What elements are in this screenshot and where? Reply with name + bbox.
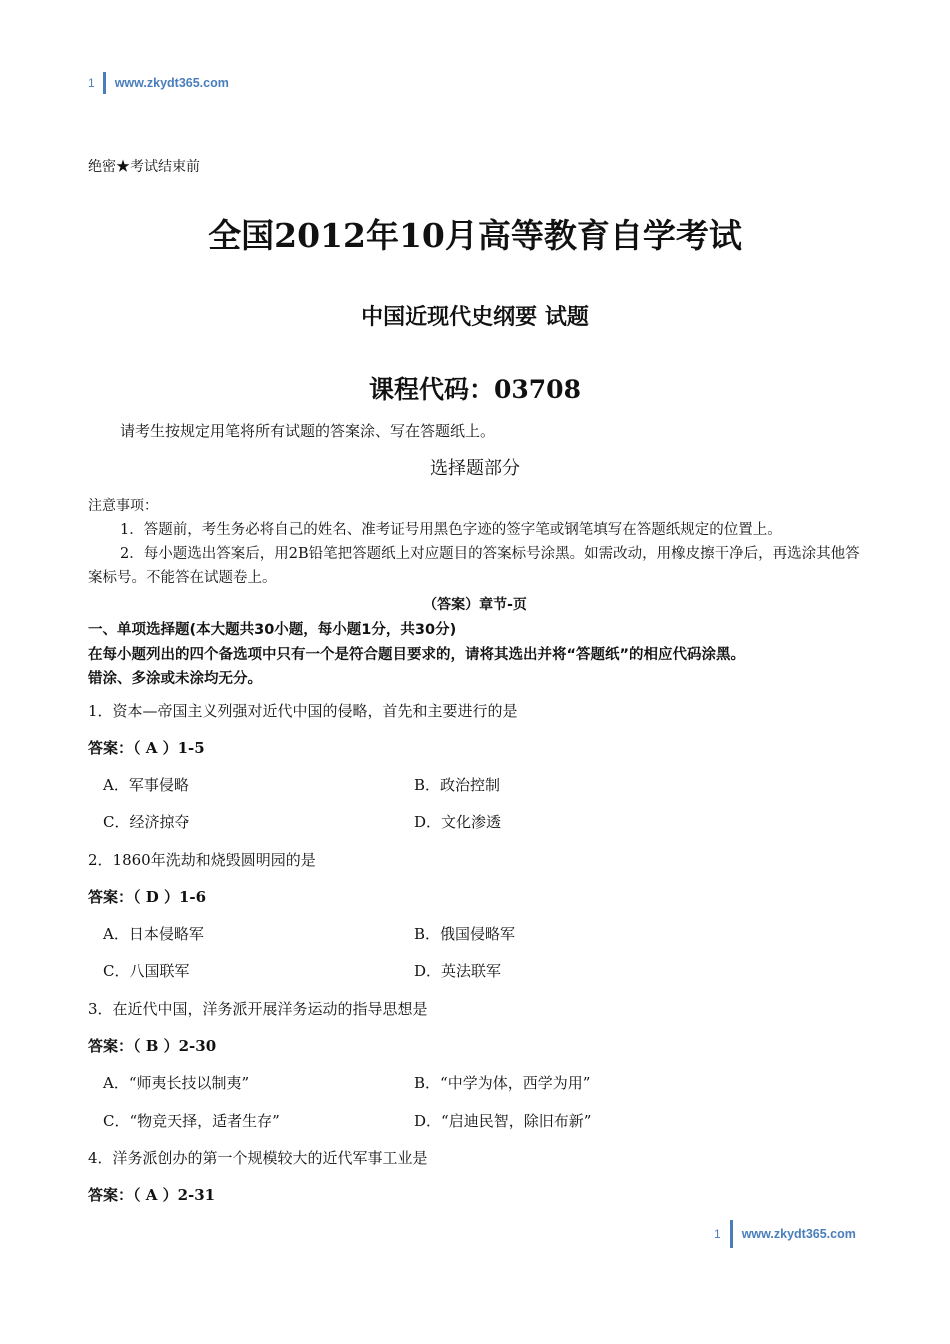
exam-instruction: 请考生按规定用笔将所有试题的答案涂、写在答题纸上。 [120,422,496,440]
exam-title: 全国2012年10月高等教育自学考试 [208,216,742,255]
option-b: B．俄国侵略军 [414,925,516,943]
notice-item-1: 1．答题前，考生务必将自己的姓名、准考证号用黑色字迹的签字笔或钢笔填写在答题纸规定的位置上。 [120,522,782,538]
answer-line: 答案：（ B ）2-30 [88,1037,217,1055]
option-d: D．“启迪民智，除旧布新” [414,1112,592,1130]
option-b: B．政治控制 [414,776,501,794]
header-page-number: 1 [88,76,95,90]
part-title: 一、单项选择题(本大题共30小题，每小题1分，共30分) [88,622,457,638]
option-a: A．军事侵略 [103,776,189,794]
section-title: 选择题部分 [430,458,520,479]
answer-line: 答案：（ A ）2-31 [88,1186,216,1204]
option-d: D．文化渗透 [414,813,502,831]
answer-legend: （答案）章节-页 [423,597,527,613]
exam-subtitle: 中国近现代史纲要 试题 [361,304,589,330]
footer-url: www.zkydt365.com [741,1227,856,1241]
page-footer [714,1220,856,1248]
footer-divider [730,1220,733,1248]
option-a: A．“师夷长技以制夷” [103,1074,250,1092]
option-c: C．经济掠夺 [103,813,190,831]
course-code: 课程代码：03708 [369,375,581,404]
confidential-mark: 绝密★考试结束前 [88,159,200,175]
option-a: A．日本侵略军 [103,925,204,943]
notice-heading: 注意事项： [88,498,158,514]
option-c: C．八国联军 [103,962,190,980]
notice-item-2: 2．每小题选出答案后，用2B铅笔把答题纸上对应题目的答案标号涂黑。如需改动，用橡皮擦干净后，再选涂其他答案标号。不能答在试题卷上。 [88,546,860,586]
page-header [88,72,229,94]
option-b: B．“中学为体，西学为用” [414,1074,591,1092]
option-c: C．“物竞天择，适者生存” [103,1112,280,1130]
question-text: 4．洋务派创办的第一个规模较大的近代军事工业是 [88,1149,428,1167]
part-description: 在每小题列出的四个备选项中只有一个是符合题目要求的，请将其选出并将“答题纸”的相应代码涂黑。 [88,647,746,663]
part-description-2: 错涂、多涂或未涂均无分。 [88,671,262,687]
answer-line: 答案：（ A ）1-5 [88,739,205,757]
header-divider [103,72,106,94]
header-url: www.zkydt365.com [114,76,229,90]
footer-page-number: 1 [714,1227,721,1241]
question-text: 1．资本—帝国主义列强对近代中国的侵略，首先和主要进行的是 [88,702,518,720]
question-text: 2．1860年洗劫和烧毁圆明园的是 [88,851,316,869]
option-d: D．英法联军 [414,962,502,980]
question-text: 3．在近代中国，洋务派开展洋务运动的指导思想是 [88,1000,428,1018]
answer-line: 答案：（ D ）1-6 [88,888,207,906]
